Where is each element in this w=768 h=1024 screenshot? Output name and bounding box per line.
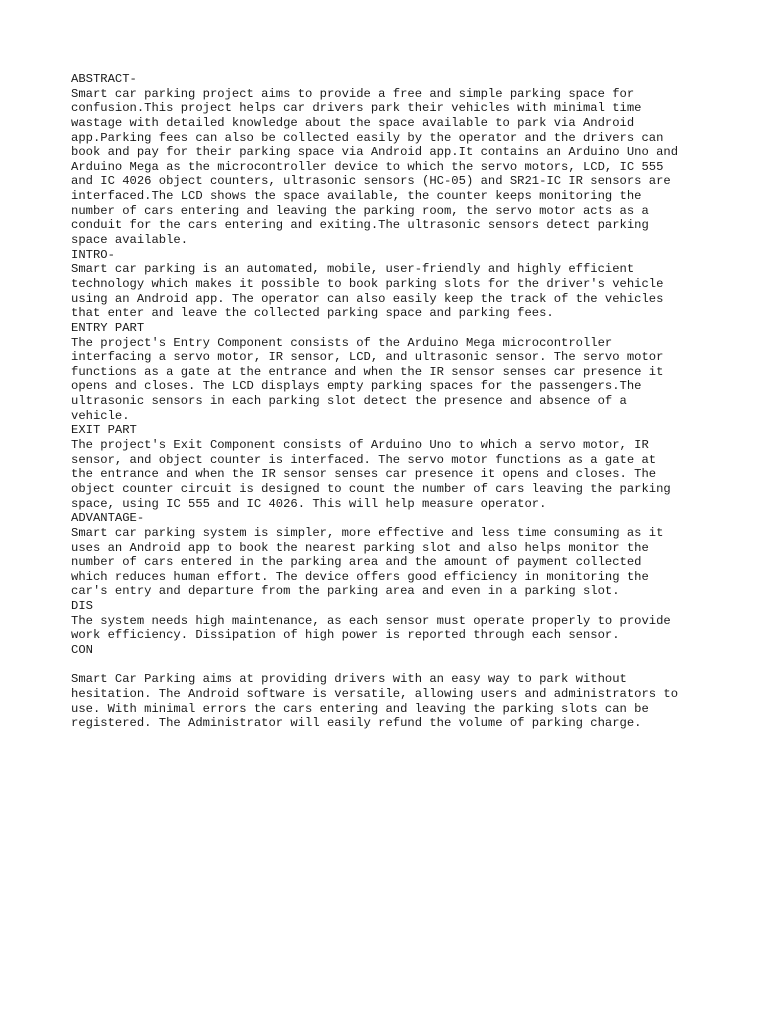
text-line: car's entry and departure from the parking area and even in a parking slot. [71,584,620,599]
text-line: object counter circuit is designed to count the number of cars leaving the parking [71,481,671,496]
text-line: Smart car parking project aims to provide a free and simple parking space for [71,86,635,101]
heading-advantage: ADVANTAGE- [71,511,145,526]
text-line: interfacing a servo motor, IR sensor, LCD, and ultrasonic sensor. The servo motor [71,350,664,365]
heading-entry-part: ENTRY PART [71,320,145,335]
heading-abstract: ABSTRACT- [71,72,137,86]
text-line: interfaced.The LCD shows the space available, the counter keeps monitoring the [71,189,642,204]
text-line: number of cars entered in the parking area and the amount of payment collected [71,555,642,570]
text-line: Smart Car Parking aims at providing drivers with an easy way to park without [71,672,627,687]
heading-con: CON [71,642,93,657]
text-line: the entrance and when the IR sensor senses car presence it opens and closes. The [71,467,657,482]
text-line: that enter and leave the collected parking space and parking fees. [71,306,554,321]
text-line: vehicle. [71,408,130,423]
text-line: book and pay for their parking space via Android app.It contains an Arduino Uno and [71,145,679,160]
heading-exit-part: EXIT PART [71,423,137,438]
text-line: using an Android app. The operator can also easily keep the track of the vehicles [71,291,664,306]
heading-intro: INTRO- [71,247,115,262]
text-line: opens and closes. The LCD displays empty parking spaces for the passengers.The [71,379,642,394]
blank-line [71,658,711,673]
text-line: Smart car parking is an automated, mobile, user-friendly and highly efficient [71,262,635,277]
text-line: uses an Android app to book the nearest parking slot and also helps monitor the [71,540,649,555]
text-line: confusion.This project helps car drivers park their vehicles with minimal time [71,101,642,116]
text-line: The project's Exit Component consists of Arduino Uno to which a servo motor, IR [71,438,649,453]
text-line: technology which makes it possible to book parking slots for the driver's vehicle [71,276,664,291]
text-line: number of cars entering and leaving the parking room, the servo motor acts as a [71,203,649,218]
text-line: The system needs high maintenance, as each sensor must operate properly to provide [71,613,671,628]
text-line: Smart car parking system is simpler, more effective and less time consuming as it [71,525,664,540]
text-line: The project's Entry Component consists of the Arduino Mega microcontroller [71,335,613,350]
text-line: sensor, and object counter is interfaced. The servo motor functions as a gate at [71,452,657,467]
text-line: which reduces human effort. The device offers good efficiency in monitoring the [71,569,649,584]
text-line: space, using IC 555 and IC 4026. This will help measure operator. [71,496,547,511]
document-body [71,72,711,731]
text-line: use. With minimal errors the cars entering and leaving the parking slots can be [71,701,649,716]
text-line: registered. The Administrator will easily refund the volume of parking charge. [71,716,642,731]
text-line: hesitation. The Android software is versatile, allowing users and administrators to [71,686,679,701]
text-line: functions as a gate at the entrance and when the IR sensor senses car presence it [71,364,664,379]
text-line: and IC 4026 object counters, ultrasonic sensors (HC-05) and SR21-IC IR sensors are [71,174,671,189]
text-line: ultrasonic sensors in each parking slot detect the presence and absence of a [71,394,627,409]
heading-dis: DIS [71,599,93,614]
text-line: conduit for the cars entering and exiting.The ultrasonic sensors detect parking [71,218,649,233]
text-line: wastage with detailed knowledge about the space available to park via Android [71,115,635,130]
text-line: work efficiency. Dissipation of high power is reported through each sensor. [71,628,620,643]
text-line: space available. [71,233,189,248]
text-line: app.Parking fees can also be collected easily by the operator and the drivers can [71,130,664,145]
text-line: Arduino Mega as the microcontroller device to which the servo motors, LCD, IC 555 [71,159,664,174]
